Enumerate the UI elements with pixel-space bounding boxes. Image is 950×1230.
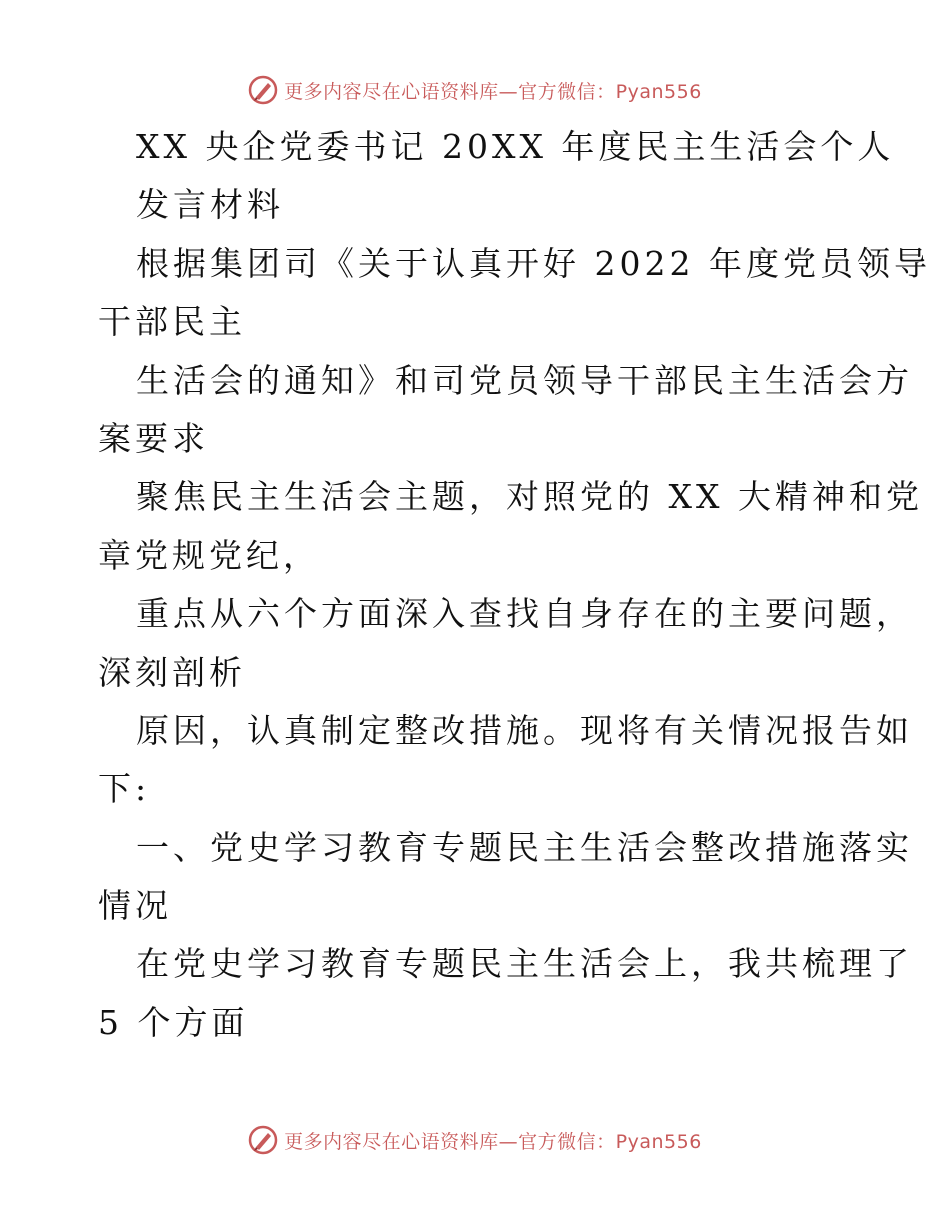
doc-line: 生活会的通知》和司党员领导干部民主生活会方 [136,360,913,400]
header-watermark [0,70,950,110]
doc-line: XX 央企党委书记 20XX 年度民主生活会个人 [136,127,895,166]
doc-line: 重点从六个方面深入查找自身存在的主要问题， [136,594,913,634]
doc-line: 案要求 [98,418,209,458]
pen-logo-icon [248,75,278,105]
pen-logo-icon [248,1125,278,1155]
doc-line: 发言材料 [136,185,284,225]
doc-line: 在党史学习教育专题民主生活会上，我共梳理了 [136,944,913,984]
doc-line: 深刻剖析 [98,652,246,692]
doc-line: 根据集团司《关于认真开好 2022 年度党员领导 [136,243,931,283]
doc-line: 原因，认真制定整改措施。现将有关情况报告如 [136,710,913,750]
watermark-text: 更多内容尽在心语资料库—官方微信：Pyan556 [284,1130,702,1153]
doc-line: 干部民主 [98,302,246,342]
watermark-text: 更多内容尽在心语资料库—官方微信：Pyan556 [284,80,702,103]
footer-watermark [0,1120,950,1160]
doc-line: 情况 [98,886,172,926]
doc-line: 下: [98,769,151,809]
doc-line: 5 个方面 [98,1002,249,1042]
doc-line: 聚焦民主生活会主题，对照党的 XX 大精神和党 [136,477,923,517]
doc-line: 章党规党纪， [98,535,320,575]
doc-line: 一、党史学习教育专题民主生活会整改措施落实 [136,827,913,867]
document-body [98,118,931,1052]
